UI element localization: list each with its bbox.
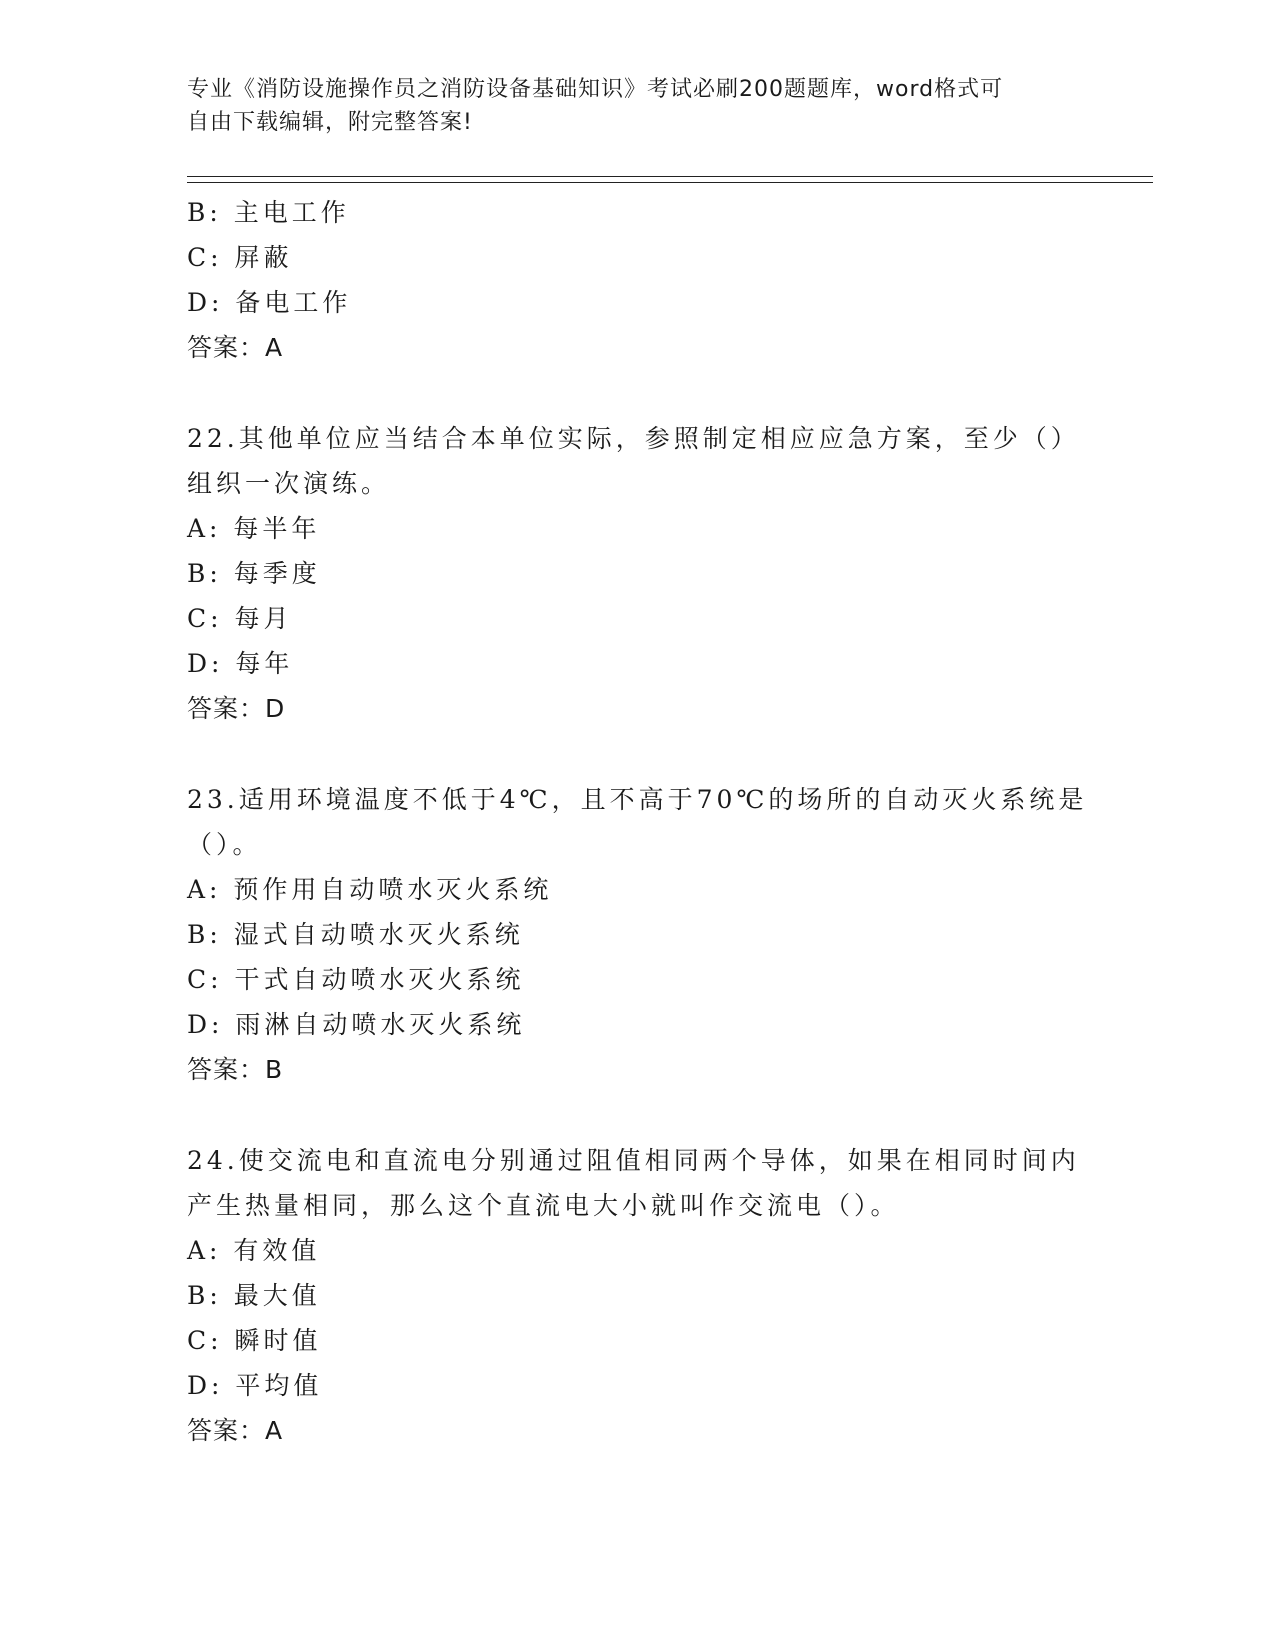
document-header (187, 73, 1067, 139)
document-body (187, 190, 1087, 1453)
question-21-continued (187, 190, 1087, 370)
header-line-2: 自由下载编辑，附完整答案! (187, 110, 473, 135)
question-stem-line: 22.其他单位应当结合本单位实际，参照制定相应应急方案，至少（） (187, 424, 1080, 453)
answer-line: 答案：B (187, 1055, 284, 1084)
answer-line: 答案：D (187, 694, 286, 723)
option-d: D: 备电工作 (187, 288, 352, 317)
option-a: A: 预作用自动喷水灭火系统 (187, 875, 553, 904)
option-a: A: 每半年 (187, 514, 321, 543)
option-a: A: 有效值 (187, 1236, 321, 1265)
question-stem-line: 24.使交流电和直流电分别通过阻值相同两个导体，如果在相同时间内 (187, 1146, 1080, 1175)
option-c: C: 干式自动喷水灭火系统 (187, 965, 525, 994)
question-stem-line: 产生热量相同，那么这个直流电大小就叫作交流电（）。 (187, 1191, 900, 1220)
question-24 (187, 1138, 1087, 1453)
option-d: D: 每年 (187, 649, 294, 678)
question-23 (187, 777, 1087, 1092)
answer-line: 答案：A (187, 333, 284, 362)
header-rule-top (187, 176, 1153, 177)
option-d: D: 雨淋自动喷水灭火系统 (187, 1010, 526, 1039)
option-b: B: 湿式自动喷水灭火系统 (187, 920, 524, 949)
answer-line: 答案：A (187, 1416, 284, 1445)
option-b: B: 每季度 (187, 559, 321, 588)
option-b: B: 主电工作 (187, 198, 350, 227)
header-line-1: 专业《消防设施操作员之消防设备基础知识》考试必刷200题题库，word格式可 (187, 77, 1004, 102)
question-stem-line: 组织一次演练。 (187, 469, 391, 498)
option-b: B: 最大值 (187, 1281, 321, 1310)
option-c: C: 瞬时值 (187, 1326, 322, 1355)
option-c: C: 屏蔽 (187, 243, 293, 272)
question-stem-line: 23.适用环境温度不低于4℃，且不高于70℃的场所的自动灭火系统是 (187, 785, 1088, 814)
question-stem-line: （）。 (187, 830, 262, 859)
option-c: C: 每月 (187, 604, 293, 633)
header-rule-bottom (187, 182, 1153, 183)
question-22 (187, 416, 1087, 731)
option-d: D: 平均值 (187, 1371, 323, 1400)
